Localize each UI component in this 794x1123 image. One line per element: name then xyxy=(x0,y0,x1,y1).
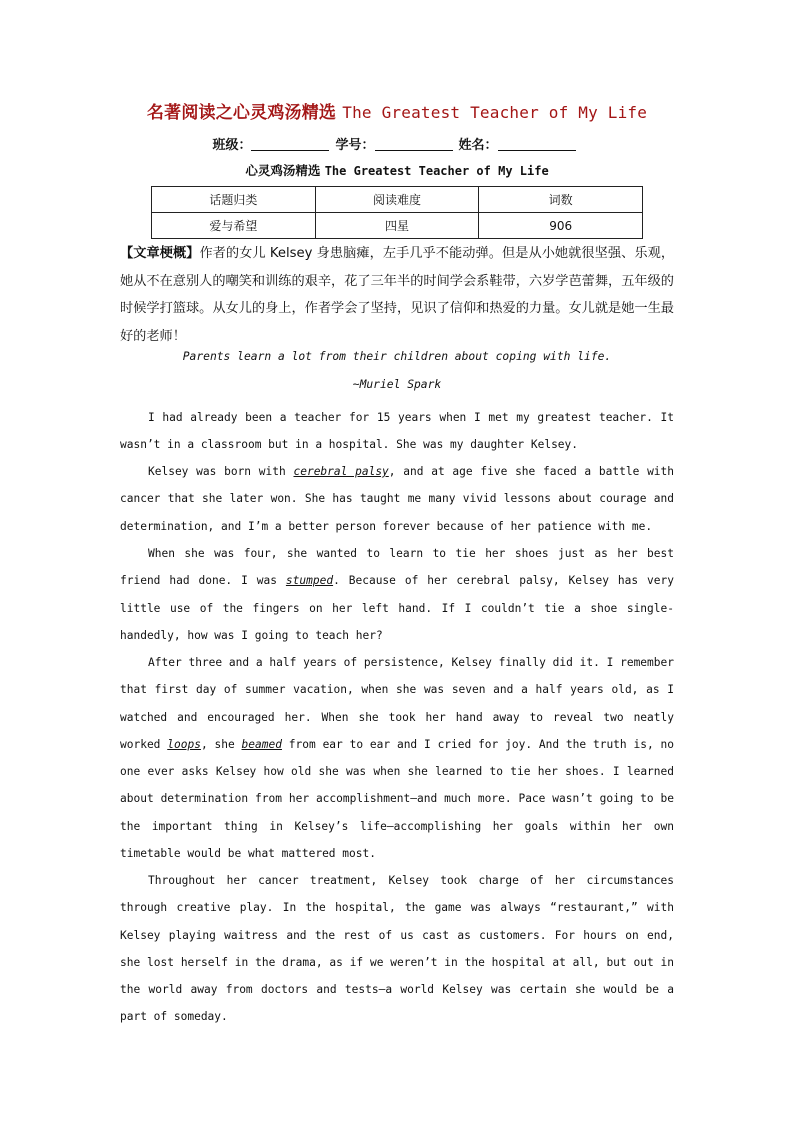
meta-header-row xyxy=(152,187,643,213)
meta-header-wordcount: 词数 xyxy=(479,187,643,213)
vocab-cerebral-palsy: cerebral palsy xyxy=(293,465,389,478)
epigraph-quote: Parents learn a lot from their children about coping with life. xyxy=(182,350,612,363)
summary-text: 作者的女儿 Kelsey 身患脑瘫，左手几乎不能动弹。但是从小她就很坚强、乐观，她从不在意别人的嘲笑和训练的艰辛，花了三年半的时间学会系鞋带，六岁学芭蕾舞，五年级的时候学打篮球。从女儿的身上，作者学会了坚持，见识了信仰和热爱的力量。女儿就是她一生最好的老师！ xyxy=(120,246,675,344)
paragraph-5: Throughout her cancer treatment, Kelsey took charge of her circumstances through creative play. In the hospital, the game was always “restaurant,” with Kelsey playing waitress and the rest of us cast as customers. For hours on end, she lost herself in the drama, as if we weren’t in the hospital at all, but out in the world away from doctors and tests—a world Kelsey was certain she would be a part of someday. xyxy=(120,874,674,1024)
summary-tag: 【文章梗概】 xyxy=(120,246,200,261)
paragraph-1: I had already been a teacher for 15 years when I met my greatest teacher. It wasn’t in a classroom but in a hospital. She was my daughter Kelsey. xyxy=(120,411,674,452)
meta-value-difficulty: 四星 xyxy=(315,213,479,239)
subtitle-chinese: 心灵鸡汤精选 xyxy=(245,163,321,178)
paragraph-2 xyxy=(120,458,674,540)
name-blank[interactable] xyxy=(498,138,576,151)
title-english: The Greatest Teacher of My Life xyxy=(342,103,648,122)
vocab-stumped: stumped xyxy=(285,574,334,588)
vocab-beamed: beamed xyxy=(241,737,282,751)
title-chinese: 名著阅读之心灵鸡汤精选 xyxy=(146,103,343,123)
meta-value-topic: 爱与希望 xyxy=(152,213,316,239)
paragraph-2-text-b: , and at age five she faced a battle with cancer that she later won. She has taught me many vivid lessons about courage and determination, and I’m a better person forever because of her patience with me. xyxy=(120,465,675,533)
id-label: 学号： xyxy=(335,138,375,153)
meta-value-row xyxy=(152,213,643,239)
paragraph-2-text-a: Kelsey was born with xyxy=(148,465,294,478)
subtitle xyxy=(0,161,794,179)
meta-table xyxy=(151,186,643,239)
paragraph-3-text-b: . Because of her cerebral palsy, Kelsey has very little use of the fingers on her left hand. If I couldn’t tie a shoe single-handedly, how was I going to teach her? xyxy=(120,574,674,642)
id-blank[interactable] xyxy=(375,138,453,151)
meta-header-difficulty: 阅读难度 xyxy=(315,187,479,213)
paragraph-4-text-a: After three and a half years of persistence, Kelsey finally did it. I remember that first day of summer vacation, when she was seven and a half years old, as I watched and encouraged her. When she took her hand away to reveal two neatly worked xyxy=(120,656,674,751)
paragraph-3 xyxy=(120,540,674,649)
subtitle-english: The Greatest Teacher of My Life xyxy=(324,164,549,178)
document-title xyxy=(0,98,794,123)
vocab-loops: loops xyxy=(167,737,201,751)
paragraph-4-text-c: from ear to ear and I cried for joy. And the truth is, no one ever asks Kelsey how old she was when she learned to tie her shoes. I learned about determination from her accomplishment—and much more. Pace wasn’t going to be the important thing in Kelsey’s life—accomplishing her goals within her own timetable would be what mattered most. xyxy=(120,737,674,861)
article-summary xyxy=(120,240,674,350)
name-label: 姓名： xyxy=(458,138,498,153)
class-label: 班级： xyxy=(212,138,252,153)
paragraph-4-text-b: , she xyxy=(200,737,242,751)
student-info-line xyxy=(0,134,794,153)
paragraph-3-text-a: When she was four, she wanted to learn to tie her shoes just as her best friend had done. I was xyxy=(120,547,674,588)
paragraph-4 xyxy=(120,649,674,867)
meta-value-wordcount: 906 xyxy=(479,213,643,239)
meta-header-topic: 话题归类 xyxy=(152,187,316,213)
epigraph-author: ~Muriel Spark xyxy=(352,378,442,391)
class-blank[interactable] xyxy=(251,138,329,151)
